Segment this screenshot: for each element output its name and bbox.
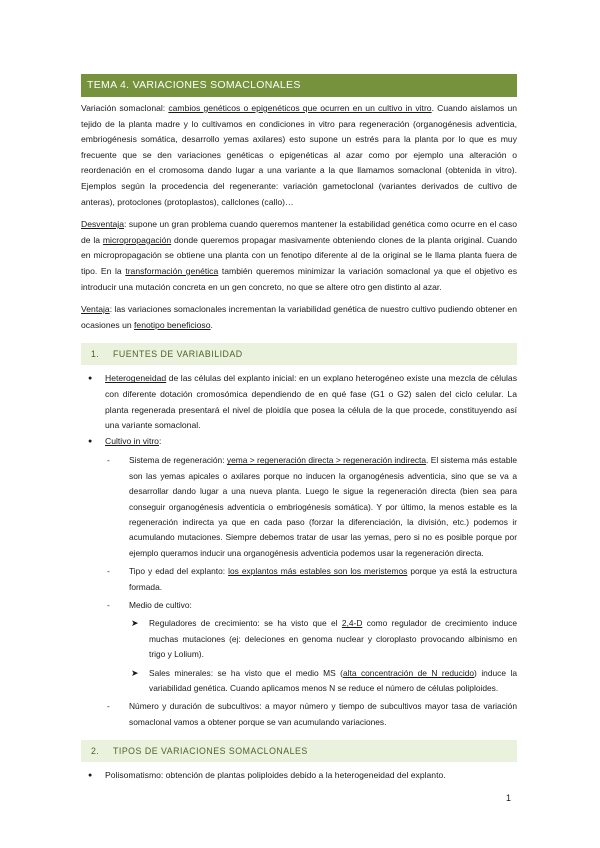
list-item: ➤ Reguladores de crecimiento: se ha visto que el 2,4-D como regulador de crecimiento induce muchas mutaciones (ej: deleciones en genoma nuclear y cloroplasto provocando albinismo en trigo y Lolium). — [81, 616, 517, 662]
desventaja-paragraph: Desventaja: supone un gran problema cuando queremos mantener la estabilidad genética como ocurre en el caso de la micropropagación donde queremos propagar masivamente obteniendo clones de la planta original. Cuando en micropropagación se obtiene una planta con un fenotipo diferente al de la original se le llama planta fuera de tipo. En la transformación genética también queremos minimizar la variación somaclonal ya que el objetivo es introducir una mutación concreta en un gen concreto, no que se altere otro gen distinto al azar. — [81, 219, 517, 292]
definition-underlined: cambios genéticos o epigenéticos que ocurren en un cultivo in vitro — [168, 103, 432, 113]
list-item: - Medio de cultivo: — [81, 598, 517, 613]
page-number: 1 — [506, 793, 512, 803]
list-item: - Tipo y edad del explanto: los explantos más estables son los meristemos porque ya está la estructura formada. — [81, 564, 517, 595]
list-item: ● Polisomatismo: obtención de plantas poliploides debido a la heterogeneidad del explanto. — [81, 768, 517, 784]
chapter-title: TEMA 4. VARIACIONES SOMACLONALES — [81, 74, 517, 97]
document-page — [81, 74, 517, 784]
section-heading-2: 2. TIPOS DE VARIACIONES SOMACLONALES — [81, 740, 517, 762]
ventaja-paragraph: Ventaja: las variaciones somaclonales incrementan la variabilidad genética de nuestro cultivo pudiendo obtener en ocasiones un fenotipo beneficioso. — [81, 304, 517, 330]
section-heading-1: 1. FUENTES DE VARIABILIDAD — [81, 343, 517, 365]
desventaja-label: Desventaja — [81, 219, 124, 230]
section-2-list — [81, 768, 517, 784]
list-item: - Número y duración de subcultivos: a mayor número y tiempo de subcultivos mayor tasa de variación somaclonal vamos a obtener porque se van acumulando variaciones. — [81, 699, 517, 730]
medio-sublist — [81, 616, 517, 696]
term-label: Variación somaclonal: — [81, 103, 166, 113]
intro-paragraph: Variación somaclonal: cambios genéticos o epigenéticos que ocurren en un cultivo in vitro. Cuando aislamos un tejido de la planta madre y lo cultivamos en condiciones in vitro para regeneración (organogénesis adventicia, embriogénesis somática, desarrollo yemas axilares) esto supone un estrés para la planta por lo que es muy frecuente que se den variaciones genéticas o epigenéticas al azar como por ejemplo una alteración o reordenación en el cromosoma dando lugar a una variante a la que llamamos somaclonal (obtenida in vitro). Ejemplos según la procedencia del regenerante: variación gametoclonal (variantes derivados de cultivo de anteras), protoclones (protoplastos), callclones (callo)… — [81, 103, 518, 207]
list-item: ➤ Sales minerales: se ha visto que el medio MS (alta concentración de N reducido) induce la variabilidad genética. Cuando aplicamos menos N se reduce el número de células poliploides. — [81, 666, 517, 697]
cultivo-sublist-tail — [81, 699, 517, 730]
section-1-list — [81, 371, 517, 449]
list-item: ● Heterogeneidad de las células del explanto inicial: en un explano heterogéneo existe una mezcla de células con diferente dotación cromosómica dependiendo de en qué fase (G1 o G2) salen del ciclo celular. La planta regenerada presentará el nivel de ploidía que posea la célula de la que procede, constituyendo así una variante somaclonal. — [81, 371, 517, 433]
list-item: - Sistema de regeneración: yema > regeneración directa > regeneración indirecta. El sistema más estable son las yemas apicales o axilares porque no inducen la organogénesis adventicia, sino que se va a desarrollar dando lugar a una nueva planta. Luego le sigue la regeneración directa (bien sea para conseguir organogénesis adventicia o embriogénesis somática). Y por último, la menos estable es la regeneración indirecta ya que en cada paso (forzar la diferenciación, la división, etc.) podemos ir acumulando mutaciones. Siempre debemos tratar de usar las yemas, pero si no es posible porque por ejemplo queramos inducir una organogénesis adventicia podemos usar la regeneración directa. — [81, 453, 517, 561]
list-item: ● Cultivo in vitro: — [81, 434, 517, 450]
cultivo-sublist — [81, 453, 517, 613]
ventaja-label: Ventaja — [81, 304, 110, 315]
